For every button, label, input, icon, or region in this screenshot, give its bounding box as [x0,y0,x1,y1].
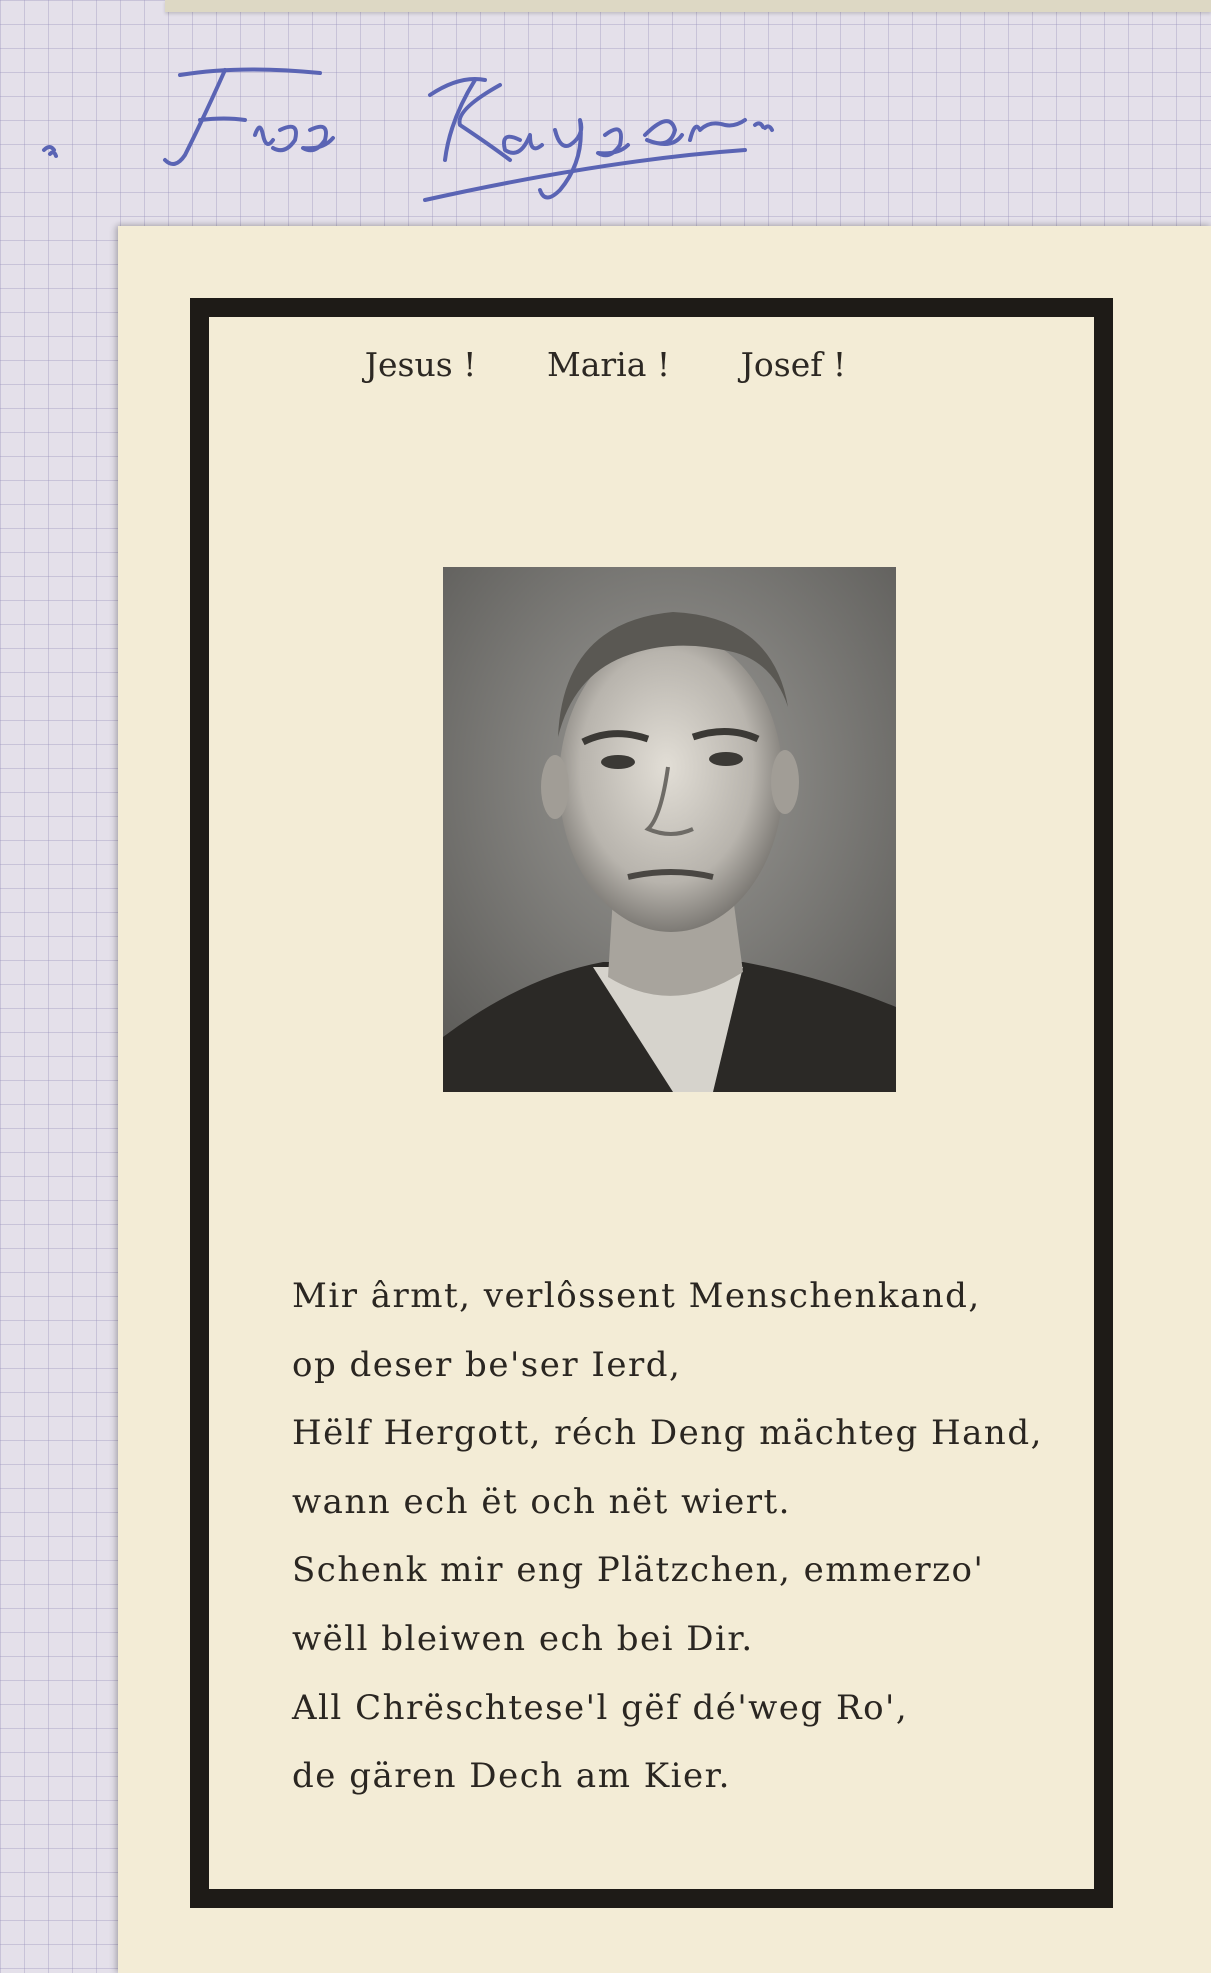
verse-line: de gären Dech am Kier. [292,1756,731,1797]
handwritten-caption [30,40,1010,220]
verse-line: op deser be'ser Ierd, [292,1344,682,1385]
top-paper-strip [165,0,1211,12]
invocation-jesus: Jesus ! [364,345,477,384]
invocation-maria: Maria ! [546,345,671,384]
verse-line: Schenk mir eng Plätzchen, emmerzo' [292,1550,985,1591]
portrait-image [443,567,896,1092]
invocation-josef: Josef ! [740,345,847,384]
verse-line: Hëlf Hergott, réch Deng mächteg Hand, [292,1413,1043,1454]
invocation-line [0,345,1211,384]
verse-line: wann ech ët och nët wiert. [292,1481,791,1522]
verse-line: All Chrëschtese'l gëf dé'weg Ro', [292,1687,909,1728]
memorial-verse [292,1262,1072,1811]
portrait-photo [443,567,896,1092]
verse-line: Mir ârmt, verlôssent Menschenkand, [292,1276,981,1316]
verse-line: wëll bleiwen ech bei Dir. [292,1618,754,1659]
